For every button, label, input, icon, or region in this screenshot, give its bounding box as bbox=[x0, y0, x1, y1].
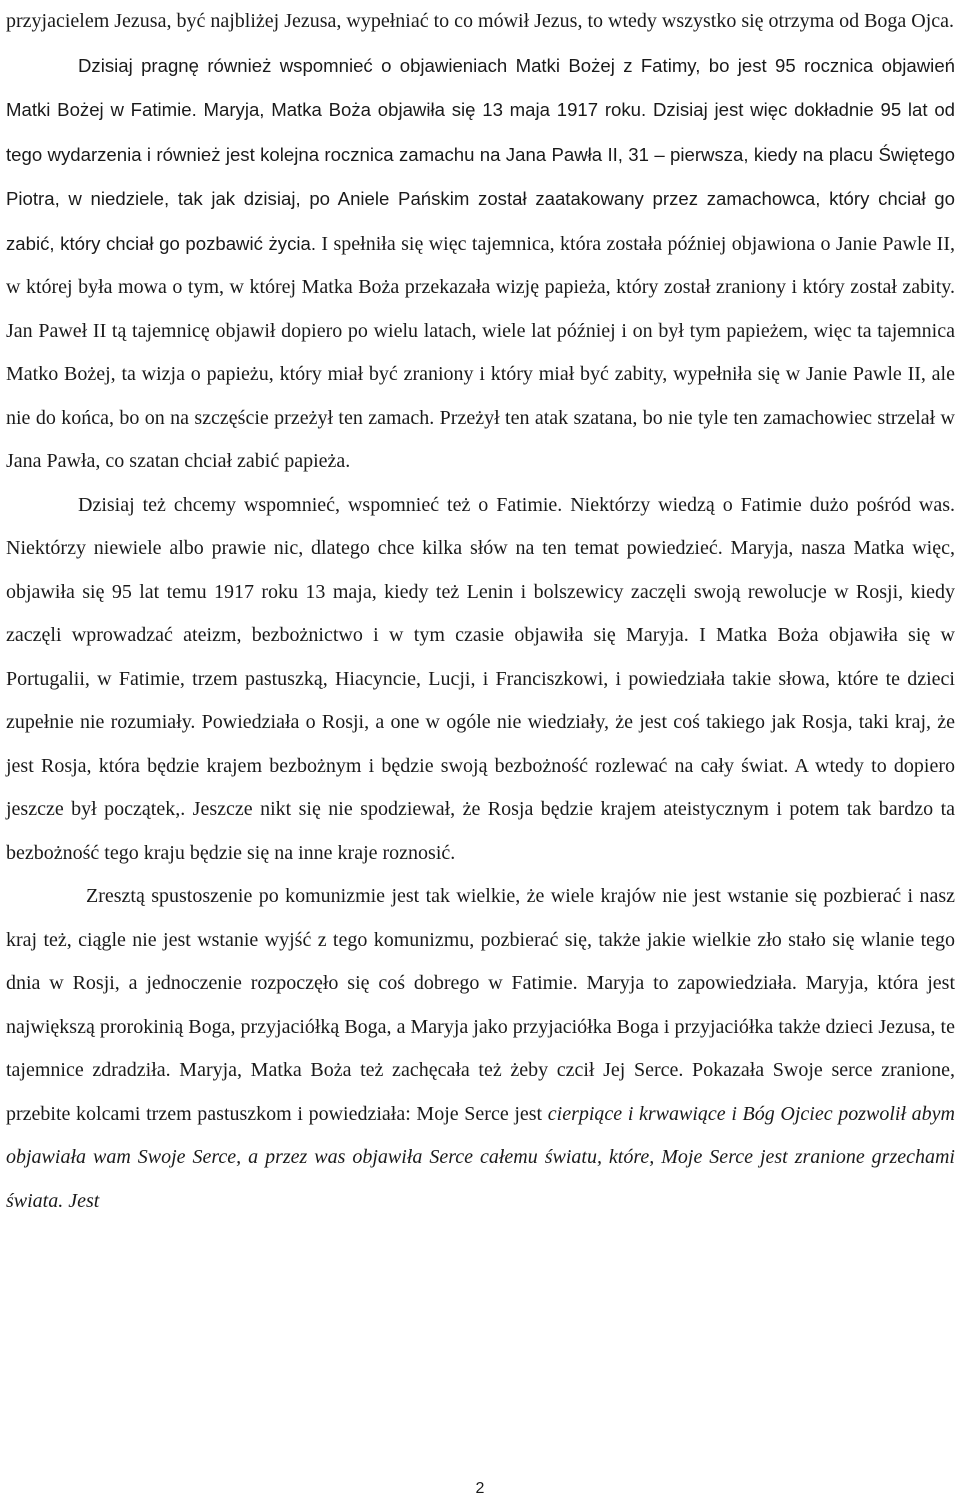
page-number: 2 bbox=[475, 1480, 485, 1497]
paragraph-continuation: przyjacielem Jezusa, być najbliżej Jezusa, wypełniać to co mówił Jezus, to wtedy wszystko się otrzyma od Boga Ojca. bbox=[6, 10, 955, 32]
paragraph-fatima-sentence: Dzisiaj pragnę również wspomnieć o objawieniach Matki Bożej z Fatimy, bo jest 95 rocznica objawień Matki Bożej w Fatimie. Maryja, Matka Boża objawiła się 13 maja 1917 roku. bbox=[6, 54, 955, 120]
paragraph-assassination-sentence: Dzisiaj jest więc dokładnie 95 lat od tego wydarzenia i również jest kolejna rocznica zamachu na Jana Pawła II, 31 – pierwsza, kiedy na placu Świętego Piotra, w niedziele, tak jak dzisiaj, po Aniele Pańskim został zaatakowany przez zamachowca, który chciał go zabić, który chciał go pozbawić życia. bbox=[6, 99, 956, 254]
paragraph-fatima-history: Dzisiaj też chcemy wspomnieć, wspomnieć też o Fatimie. Niektórzy wiedzą o Fatimie dużo pośród was. Niektórzy niewiele albo prawie nic, dlatego chce kilka słów na ten temat powiedzieć. Maryja, nasza Matka więc, objawiła się 95 lat temu 1917 roku 13 maja, kiedy też Lenin i bolszewicy zaczęli swoją rewolucje w Rosji, kiedy zaczęli wprowadzać ateizm, bezbożnictwo i w tym czasie objawiła się Maryja. I Matka Boża objawiła się w Portugalii, w Fatimie, trzem pastuszką, Hiacyncie, Lucji, i Franciszkowi, i powiedziała takie słowa, które te dzieci zupełnie nie rozumiały. Powiedziała o Rosji, a one w ogóle nie wiedziały, że jest coś takiego jak Rosja, taki kraj, że jest Rosja, która będzie krajem bezbożnym i będzie swoją bezbożność rozlewać na cały świat. A wtedy to dopiero jeszcze był początek,. Jeszcze nikt się nie spodziewał, że Rosja będzie krajem ateistycznym i potem tak bardzo ta bezbożność tego kraju będzie się na inne kraje roznosić. bbox=[6, 493, 955, 864]
paragraph-secret-sentence: I spełniła się więc tajemnica, która została później objawiona o Janie Pawle II, w której była mowa o tym, w której Matka Boża przekazała wizję papieża, który został zraniony i który został zabity. Jan Paweł II tą tajemnicę objawił dopiero po wielu latach, wiele lat później i on był tym papieżem, więc ta tajemnica Matko Bożej, ta wizja o papieżu, który miał być zraniony i który miał być zabity, wypełniła się w Janie Pawle II, ale nie do końca, bo on na szczęście przeżył ten zamach. Przeżył ten atak szatana, bo nie tyle ten zamachowiec strzelał w Jana Pawła, co szatan chciał zabić papieża. bbox=[6, 232, 955, 472]
document-page bbox=[6, 0, 955, 1223]
paragraph-communism bbox=[6, 875, 955, 1223]
paragraph-heart-quote: cierpiące i krwawiące i Bóg Ojciec pozwolił abym objawiała wam Swoje Serce, a przez was objawiła Serce całemu światu, które, Moje Serce jest zranione grzechami świata. Jest bbox=[6, 1102, 955, 1212]
paragraph-communism-text: Zresztą spustoszenie po komunizmie jest tak wielkie, że wiele krajów nie jest wstanie się pozbierać i nasz kraj też, ciągle nie jest wstanie wyjść z tego komunizmu, pozbierać się, także jakie wielkie zło stało się wlanie tego dnia w Rosji, a jednoczenie rozpoczęło się coś dobrego w Fatimie. Maryja to zapowiedziała. Maryja, która jest największą prorokinią Boga, przyjaciółką Boga, a Maryja jako przyjaciółka Boga i przyjaciółka także dzieci Jezusa, te tajemnice zdradziła. Maryja, Matka Boża też zachęcała też żeby czcił Jej Serce. Pokazała Swoje serce zranione, przebite kolcami trzem pastuszkom i powiedziała: Moje Serce jest bbox=[6, 885, 955, 1125]
paragraph-fatima-intro bbox=[6, 44, 955, 484]
